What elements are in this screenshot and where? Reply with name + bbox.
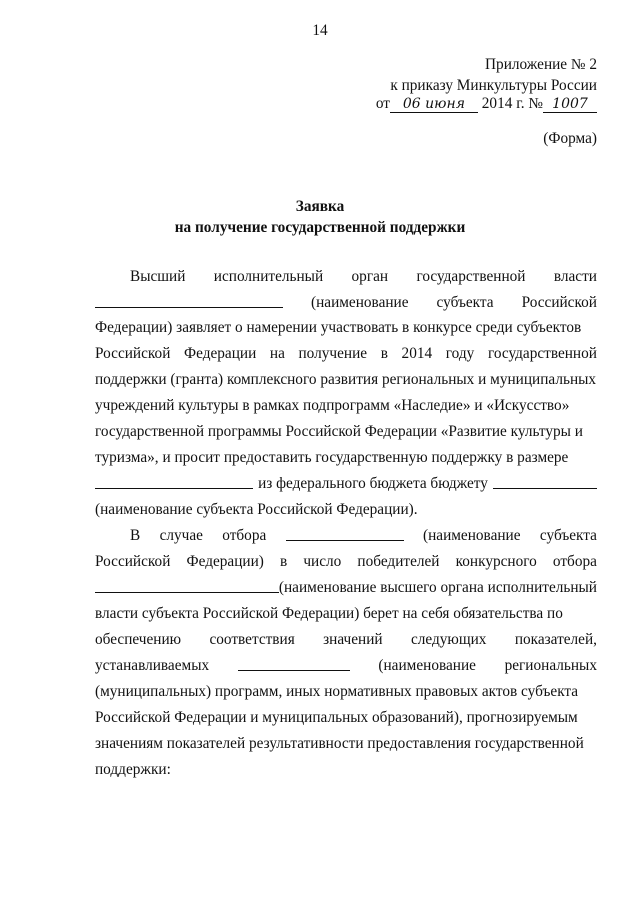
p1-line-2: (наименование субъекта Российской [95, 291, 597, 315]
document-subtitle: на получение государственной поддержки [174, 219, 466, 236]
blank-field [95, 576, 279, 593]
blank-field [95, 472, 253, 489]
p2-line-1: В случае отбора (наименование субъекта [130, 524, 597, 548]
order-reference: к приказу Минкультуры России [390, 77, 597, 94]
p1-line-3: Федерации) заявляет о намерении участвовать в конкурсе среди субъектов [95, 319, 582, 336]
p1-line-6: учреждений культуры в рамках подпрограмм «Наследие» и «Искусство» [95, 397, 570, 414]
p2-line-3: (наименование высшего органа исполнительный [95, 576, 597, 600]
blank-field [238, 654, 350, 671]
p1-line-7: государственной программы Российской Федерации «Развитие культуры и [95, 423, 583, 440]
form-label: (Форма) [543, 130, 597, 147]
order-date-line [376, 95, 597, 113]
p2-line-5: обеспечению соответствия значений следующих показателей, [95, 631, 597, 648]
p2-line-7: (муниципальных) программ, иных нормативных правовых актов субъекта [95, 683, 579, 700]
p1-line-5: поддержки (гранта) комплексного развития региональных и муниципальных [95, 371, 597, 388]
p2-line-10: поддержки: [95, 761, 171, 778]
date-prefix: от [375, 95, 390, 112]
p1-line-1: Высший исполнительный орган государственной власти [130, 268, 597, 285]
appendix-label: Приложение № 2 [485, 56, 597, 73]
p2-line-8: Российской Федерации и муниципальных образований), прогнозируемым [95, 709, 578, 726]
blank-field [95, 291, 283, 308]
handwritten-number: 1007 [543, 96, 597, 113]
date-year: 2014 г. № [481, 95, 543, 112]
p2-line-9: значениям показателей результативности предоставления государственной [95, 735, 584, 752]
blank-field [286, 524, 404, 541]
handwritten-date: 06 июня [390, 96, 478, 113]
p1-line-4: Российской Федерации на получение в 2014 году государственной [95, 345, 597, 362]
p1-line-9: из федерального бюджета бюджету [95, 472, 597, 496]
p1-line-10: (наименование субъекта Российской Федерации). [95, 501, 418, 518]
p2-line-4: власти субъекта Российской Федерации) берет на себя обязательства по [95, 605, 563, 622]
p2-line-2: Российской Федерации) в число победителей конкурсного отбора [95, 553, 597, 570]
blank-field [493, 472, 597, 489]
p2-line-6: устанавливаемых (наименование региональных [95, 654, 597, 678]
p1-line-8: туризма», и просит предоставить государственную поддержку в размере [95, 449, 569, 466]
page-number: 14 [312, 22, 328, 39]
document-title: Заявка [295, 198, 345, 215]
